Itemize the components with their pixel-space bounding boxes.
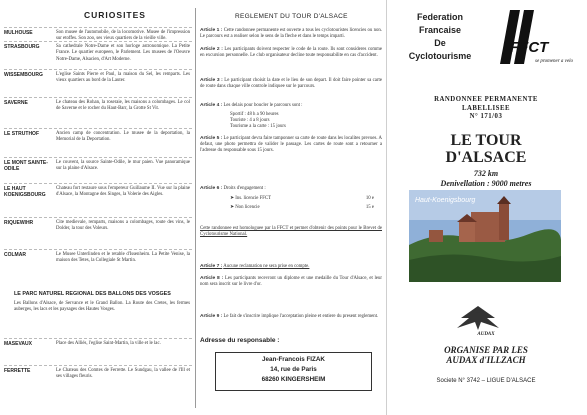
- article-text: Les delais pour boucler le parcours sont :: [223, 103, 303, 108]
- entry-divider: [4, 97, 192, 98]
- fee-non-licencie-value: 15 e: [365, 205, 374, 211]
- article-label: Article 8 :: [200, 276, 224, 281]
- curiosite-description: Le Musee Unterlinden et le retable d'Issenheim. La Petite Venise, la maison des Tetes, la Collegiale St Martin.: [56, 252, 190, 264]
- fee-licencie-label: Ins. licencie FFCT: [235, 196, 272, 201]
- entry-divider: [4, 157, 192, 158]
- responsable-address-box: [215, 352, 372, 391]
- article-4: [200, 103, 382, 109]
- curiosite-description: Le couvent, la source Sainte-Odile, le mur paien. Vue panoramique sur la plaine d'Alsace.: [56, 160, 190, 172]
- rando-line: LABELLISEE: [461, 104, 511, 112]
- curiosite-description: L'eglise Saints Pierre et Paul, la maison du Sel, les remparts. Les vieux quartiers au bord de la Lauter.: [56, 72, 190, 84]
- curiosite-description: Le chateau des Rohan, la roseraie, les maisons a colombages. Le col de Saverne et le rocher du Haut-Barr, la Grotte St Vit.: [56, 100, 190, 112]
- article-label: Article 9 :: [200, 314, 223, 319]
- logo-text: FFCT: [510, 39, 549, 56]
- tour-title-line: LE TOUR: [450, 132, 522, 149]
- curiosite-town: WISSEMBOURG: [4, 72, 43, 78]
- organizer-line: AUDAX d'ILLZACH: [446, 355, 526, 365]
- distance-value: 732 km: [473, 169, 499, 178]
- article-text: Le participant choisit la date et le lieu de son depart. Il doit faire pointer sa carte de route dans chaque ville controle indiquee sur le parcours.: [200, 78, 382, 90]
- castle-wing: [459, 222, 475, 242]
- federation-name: [390, 11, 490, 63]
- entry-divider: [4, 128, 192, 129]
- tour-title-line: D'ALSACE: [445, 149, 527, 166]
- curiosite-town: RIQUEWIHR: [4, 220, 34, 226]
- article-6: [200, 186, 382, 192]
- rando-line: N° 171/03: [469, 113, 503, 120]
- castle-tower: [499, 204, 509, 240]
- curiosite-town: STRASBOURG: [4, 44, 40, 50]
- curiosite-description: Ancien camp de concentration. Le musee de la deportation, la Memorial de la Deportation.: [56, 131, 190, 143]
- article-label: Article 7 :: [200, 264, 223, 269]
- federation-line: Federation: [416, 12, 463, 22]
- federation-line: Cyclotourisme: [408, 51, 472, 61]
- entry-divider: [4, 217, 192, 218]
- fee-licencie: ➤ Ins. licencie FFCT 10 e: [200, 196, 382, 202]
- curiosite-town: SAVERNE: [4, 100, 28, 106]
- curiosite-description: Place des Alliés, l'eglise Saint-Martin, la ville et le lac.: [56, 341, 161, 346]
- article-label: Article 1 :: [200, 28, 223, 33]
- fees-list: [200, 196, 382, 211]
- organizer: [396, 345, 576, 365]
- randonnee-heading: [396, 96, 576, 122]
- parc-regional-text: Les Ballons d'Alsace, de Servance et le Grand Ballon. La Route des Cretes, les fermes auberges, les lacs et les paysages des Hautes Vosges.: [14, 301, 190, 313]
- entry-divider: [4, 249, 192, 250]
- article-3: [200, 78, 382, 90]
- fold-divider: [386, 0, 387, 415]
- audax-eagle-icon: [455, 302, 501, 332]
- article-text: Le participant devra faire tamponner sa carte de route dans les localites prevues. A defaut, une photo permettra de valider le passage. Les cartes de route sont a retourner a l'adresse du responsable sous 15 jours.: [200, 136, 382, 154]
- curiosites-title: CURIOSITES: [84, 10, 146, 20]
- castle-outwork: [429, 230, 443, 242]
- article-label: Article 5 :: [200, 136, 223, 141]
- federation-line: De: [434, 38, 446, 48]
- reglement-title: REGLEMENT DU TOUR D'ALSACE: [235, 13, 348, 20]
- eagle-head: [475, 307, 481, 313]
- article-text: Les participants doivent respecter le code de la route. Ils sont consideres comme en excursion personnelle. Le club organisateur decline toute responsabilite en cas d'accident.: [200, 47, 382, 59]
- article-2: [200, 47, 382, 59]
- responsable-city: 68260 KINGERSHEIM: [261, 376, 326, 383]
- delay-touriste: Touriste : 4 a 8 jours: [230, 118, 270, 124]
- curiosite-description: Son musee de l'automobile, de la locomotive. Musee de l'impression sur etoffes. Son zoo, ses vieux quartiers de la vieille ville.: [56, 30, 190, 42]
- curiosite-description: Chateau fort restaure sous l'empereur Guillaume II. Vue sur la plaine d'Alsace, la Montagne des Singes, la Volerie des Aigles.: [56, 186, 190, 198]
- tour-title: [396, 132, 576, 166]
- column-divider: [195, 8, 196, 408]
- entry-divider: [4, 41, 192, 42]
- responsable-heading: Adresse du responsable :: [200, 337, 280, 344]
- article-7: [200, 264, 382, 270]
- article-8: [200, 276, 382, 288]
- distance-info: [396, 169, 576, 189]
- curiosite-description: Sa cathedrale Notre-Dame et son horloge astronomique. La Petite France. Le quartier europeen, le Parlement. Les musees de l'Oeuvre Notre-Dame, Alsacien, d'Art Moderne.: [56, 44, 190, 62]
- audax-small-label: AUDAX: [477, 332, 495, 337]
- article-5: [200, 136, 382, 154]
- entry-divider: [4, 338, 192, 339]
- photo-caption: Haut-Koenigsbourg: [415, 197, 476, 204]
- castle-photo: [409, 190, 561, 282]
- fee-licencie-value: 10 e: [365, 196, 374, 201]
- curiosite-town: MASEVAUX: [4, 341, 32, 347]
- article-label: Article 2 :: [200, 47, 223, 52]
- elevation-value: Denivellation : 9000 metres: [440, 179, 532, 188]
- curiosite-town: LE MONT SAINTE-ODILE: [4, 160, 48, 173]
- entry-divider: [4, 365, 192, 366]
- article-text: Le fait de s'inscrire implique l'acceptation pleine et entiere du present reglement.: [223, 314, 379, 319]
- rando-line: RANDONNEE PERMANENTE: [434, 96, 538, 103]
- federation-line: Francaise: [418, 25, 462, 35]
- curiosite-town: MULHOUSE: [4, 30, 33, 36]
- article-1: [200, 28, 382, 40]
- curiosite-description: Le Chateau des Comtes de Ferrette. Le Sundgau, la vallee de l'Ill et ses villages fleuris.: [56, 368, 190, 380]
- organizer-line: ORGANISE PAR LES: [444, 345, 528, 355]
- curiosite-description: Cite medievale, remparts, maisons a colombages, route des vins, le Dolder, la tour des Voleurs.: [56, 220, 190, 232]
- responsable-street: 14, rue de Paris: [270, 366, 317, 373]
- article-label: Article 3 :: [200, 78, 223, 83]
- entry-divider: [4, 183, 192, 184]
- article-text: Aucune reclamation ne sera prise en compte.: [223, 264, 310, 269]
- delays-list: [200, 112, 382, 130]
- ffct-logo: [480, 4, 580, 82]
- delay-carte: Tourisme a la carte : 15 jours: [230, 124, 286, 130]
- parc-regional-heading: LE PARC NATUREL REGIONAL DES BALLONS DES VOSGES: [14, 291, 171, 297]
- fee-non-licencie-label: Non licencie: [235, 205, 260, 211]
- article-label: Article 6 :: [200, 186, 223, 191]
- article-9: [200, 314, 382, 320]
- responsable-name: Jean-Francois FIZAK: [262, 356, 325, 363]
- curiosite-town: FERRETTE: [4, 368, 31, 374]
- article-text: Cette randonnee permanente est ouverte a tous les cyclotouristes licencies ou non. Le parcours est a realiser selon le sens de la fleche et dans le temps imparti.: [200, 28, 382, 40]
- entry-divider: [4, 27, 192, 28]
- delay-sportif: Sportif : 48 h a 90 heures: [230, 112, 279, 117]
- homologation-text: Cette randonnee est homologuee par la FFCT et permet d'obtenir des points pour le Brevet de Cyclotourisme National.: [200, 226, 382, 238]
- curiosite-town: LE STRUTHOF: [4, 131, 39, 137]
- article-text: Droits d'engagement :: [223, 186, 266, 191]
- entry-divider: [4, 69, 192, 70]
- article-text: Les participants recevront un diplome et une medaille du Tour d'Alsace, et leur nom sera inscrit sur le livre d'or.: [200, 276, 383, 288]
- curiosite-town: LE HAUT KOENIGSBOURG: [4, 186, 46, 199]
- curiosite-town: COLMAR: [4, 252, 26, 258]
- societe-number: Societe N° 3742 – LIGUE D'ALSACE: [436, 378, 536, 384]
- fee-non-licencie: ➤ Non licencie 15 e: [200, 205, 382, 211]
- article-label: Article 4 :: [200, 103, 223, 108]
- logo-subtitle: se promener a velo: [535, 59, 573, 64]
